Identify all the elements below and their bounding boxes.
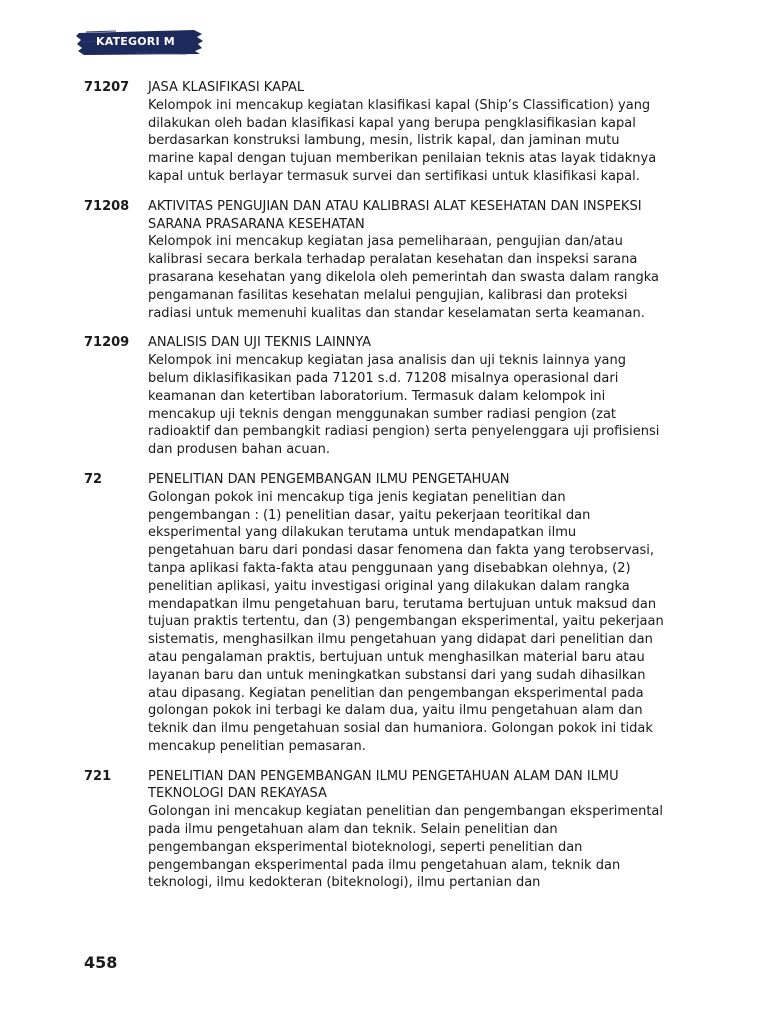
entry-description: Kelompok ini mencakup kegiatan jasa analisis dan uji teknis lainnya yang belum diklasifikasikan pada 71201 s.d. 71208 misalnya operasional dari keamanan dan ketertiban laboratorium. Termasuk dalam kelompok ini mencakup uji teknis dengan menggunakan sumber radiasi pengion (zat radioaktif dan pembangkit radiasi pengion) serta penyelenggara uji profisiensi dan produsen bahan acuan. (148, 353, 660, 458)
entry-description: Kelompok ini mencakup kegiatan jasa pemeliharaan, pengujian dan/atau kalibrasi secara berkala terhadap peralatan kesehatan dan inspeksi sarana prasarana kesehatan yang dikelola oleh pemerintah dan swasta dalam rangka pengamanan fasilitas kesehatan melalui pengujian, kalibrasi dan proteksi radiasi untuk memenuhi kualitas dan standar keselamatan serta keamanan. (148, 234, 659, 321)
classification-entries (84, 79, 664, 904)
entry-code: 721 (84, 768, 112, 784)
entry-body (148, 334, 664, 459)
entry-body (148, 79, 664, 186)
page-number: 458 (84, 953, 118, 972)
entry-title: JASA KLASIFIKASI KAPAL (148, 80, 305, 95)
entry-title: ANALISIS DAN UJI TEKNIS LAINNYA (148, 335, 372, 351)
entry-71207 (84, 79, 664, 186)
entry-72 (84, 471, 664, 756)
entry-description: Golongan ini mencakup kegiatan penelitian dan pengembangan eksperimental pada ilmu pengetahuan alam dan teknik. Selain penelitian dan pengembangan eksperimental bioteknologi, seperti penelitian dan pengembangan eksperimental pada ilmu pengetahuan alam, teknik dan teknologi, ilmu kedokteran (biteknologi), ilmu pertanian dan (148, 804, 663, 891)
category-label: KATEGORI M (96, 35, 175, 48)
entry-title: AKTIVITAS PENGUJIAN DAN ATAU KALIBRASI ALAT KESEHATAN DAN INSPEKSI SARANA PRASARANA KESEHATAN (148, 198, 642, 232)
entry-code: 71207 (84, 80, 130, 95)
entry-body (148, 471, 664, 756)
entry-body (148, 198, 664, 323)
entry-71209 (84, 334, 664, 459)
category-badge (76, 29, 204, 56)
entry-code: 71209 (84, 335, 130, 351)
entry-code: 71208 (84, 198, 130, 214)
entry-description: Kelompok ini mencakup kegiatan klasifikasi kapal (Ship’s Classification) yang dilakukan oleh badan klasifikasi kapal yang berupa pengklasifikasian kapal berdasarkan konstruksi lambung, mesin, listrik kapal, dan jaminan mutu marine kapal dengan tujuan memberikan penilaian teknis atas layak tidaknya kapal untuk berlayar termasuk survei dan sertifikasi untuk klasifikasi kapal. (148, 97, 657, 184)
entry-description: Golongan pokok ini mencakup tiga jenis kegiatan penelitian dan pengembangan : (1) penelitian dasar, yaitu pekerjaan teoritikal dan eksperimental yang dilakukan terutama untuk mendapatkan ilmu pengetahuan baru dari pondasi dasar fenomena dan fakta yang terobservasi, tanpa aplikasi fakta-fakta atau penggunaan yang disebabkan olehnya, (2) penelitian aplikasi, yaitu investigasi original yang dilakukan dalam rangka mendapatkan ilmu pengetahuan baru, terutama bertujuan untuk maksud dan tujuan praktis tertentu, dan (3) pengembangan eksperimental, yaitu pekerjaan sistematis, menghasilkan ilmu pengetahuan yang didapat dari penelitian dan atau pengalaman praktis, bertujuan untuk menghasilkan material baru atau layanan baru dan untuk meningkatkan substansi dari yang sudah dihasilkan atau dipasang. Kegiatan penelitian dan pengembangan eksperimental pada golongan pokok ini terbagi ke dalam dua, yaitu ilmu pengetahuan alam dan teknik dan ilmu pengetahuan sosial dan humaniora. Golongan pokok ini tidak mencakup penelitian pemasaran. (148, 489, 664, 754)
entry-721 (84, 768, 664, 893)
entry-title: PENELITIAN DAN PENGEMBANGAN ILMU PENGETAHUAN ALAM DAN ILMU TEKNOLOGI DAN REKAYASA (148, 768, 619, 802)
entry-71208 (84, 198, 664, 323)
entry-code: 72 (84, 471, 103, 487)
entry-title: PENELITIAN DAN PENGEMBANGAN ILMU PENGETAHUAN (148, 471, 510, 487)
entry-body (148, 768, 664, 893)
